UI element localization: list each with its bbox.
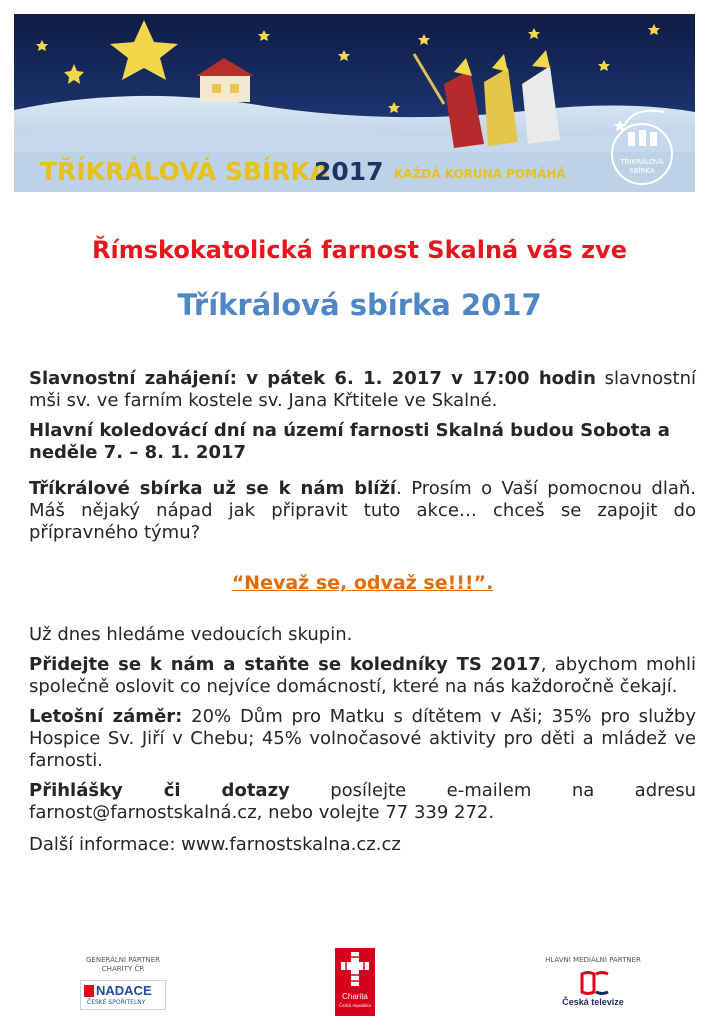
charita-logo bbox=[335, 948, 375, 1016]
banner-title: TŘÍKRÁLOVÁ SBÍRKA bbox=[40, 157, 330, 186]
purpose-text: 20% Dům pro Matku s dítětem v Aši; 35% pro služby Hospice Sv. Jiří v Chebu; 45% volnočasové aktivity pro děti a mládež ve farnosti. bbox=[29, 706, 696, 771]
opening-detail: slavnostní mši sv. ve farním kostele sv. Jana Křtitele ve Skalné. bbox=[29, 368, 696, 411]
banner-illustration bbox=[14, 14, 695, 192]
body-content bbox=[29, 368, 696, 856]
partner-charita bbox=[335, 948, 377, 1018]
join-us-lead: Přidejte se k nám a staňte se koledníky TS 2017 bbox=[29, 654, 541, 675]
opening-date: Slavnostní zahájení: v pátek 6. 1. 2017 v 17:00 hodin bbox=[29, 368, 596, 389]
purpose bbox=[29, 706, 696, 772]
slogan: “Nevaž se, odvaž se!!!”. bbox=[231, 572, 494, 594]
partner-nadace bbox=[78, 956, 168, 1010]
partner1-caption: GENERÁLNÍ PARTNER CHARITY ČR bbox=[85, 956, 161, 973]
caroling-days: Hlavní koledovácí dní na území farnosti Skalná budou Sobota a neděle 7. – 8. 1. 2017 bbox=[29, 420, 670, 463]
nadace-logo-text: NADACE bbox=[96, 983, 152, 998]
partners-footer bbox=[0, 948, 719, 1028]
contact-lead: Přihlášky či dotazy bbox=[29, 780, 290, 801]
opening-paragraph bbox=[29, 368, 696, 412]
contact bbox=[29, 780, 696, 824]
nadace-mark-icon bbox=[84, 985, 94, 997]
leaders-wanted: Už dnes hledáme vedoucích skupin. bbox=[29, 624, 353, 645]
banner-year: 2017 bbox=[314, 157, 384, 186]
charita-logo-text: Charita bbox=[342, 992, 368, 1001]
badge-line2: SBÍRKA bbox=[629, 167, 655, 175]
partner-ceska-televize bbox=[538, 956, 648, 1007]
event-title: Tříkrálová sbírka 2017 bbox=[177, 288, 542, 322]
more-info: Další informace: www.farnostskalna.cz.cz bbox=[29, 834, 401, 855]
call-for-help-text: . Prosím o Vaší pomocnou dlaň. Máš nějaký nápad jak připravit tuto akce… chceš se zapojit do přípravného týmu? bbox=[29, 478, 697, 543]
badge-line1: TŘÍKRÁLOVÁ bbox=[620, 158, 664, 166]
call-for-help-lead: Tříkrálové sbírka už se k nám blíží bbox=[29, 478, 397, 499]
partner3-caption: HLAVNÍ MEDIÁLNÍ PARTNER bbox=[545, 956, 641, 964]
header-banner bbox=[14, 14, 695, 192]
contact-text: posílejte e-mailem na adresu farnost@farnostskalná.cz, nebo volejte 77 339 272. bbox=[29, 780, 696, 823]
charita-logo-sub: Česká republika bbox=[339, 1003, 371, 1008]
nadace-logo bbox=[80, 980, 166, 1010]
invitation-heading: Římskokatolická farnost Skalná vás zve bbox=[92, 236, 627, 264]
ct-logo-text: Česká televize bbox=[562, 997, 624, 1007]
join-us bbox=[29, 654, 696, 698]
ct-logo-icon bbox=[538, 971, 648, 995]
charita-cross-icon bbox=[335, 948, 375, 990]
nadace-logo-sub: ČESKÉ SPOŘITELNY bbox=[87, 999, 146, 1006]
purpose-lead: Letošní záměr: bbox=[29, 706, 183, 727]
banner-tagline: KAŽDÁ KORUNA POMÁHÁ bbox=[394, 167, 566, 181]
join-us-text: , abychom mohli společně oslovit co nejvíce domácností, které na nás každoročně čekají. bbox=[29, 654, 696, 697]
call-for-help bbox=[29, 478, 696, 544]
